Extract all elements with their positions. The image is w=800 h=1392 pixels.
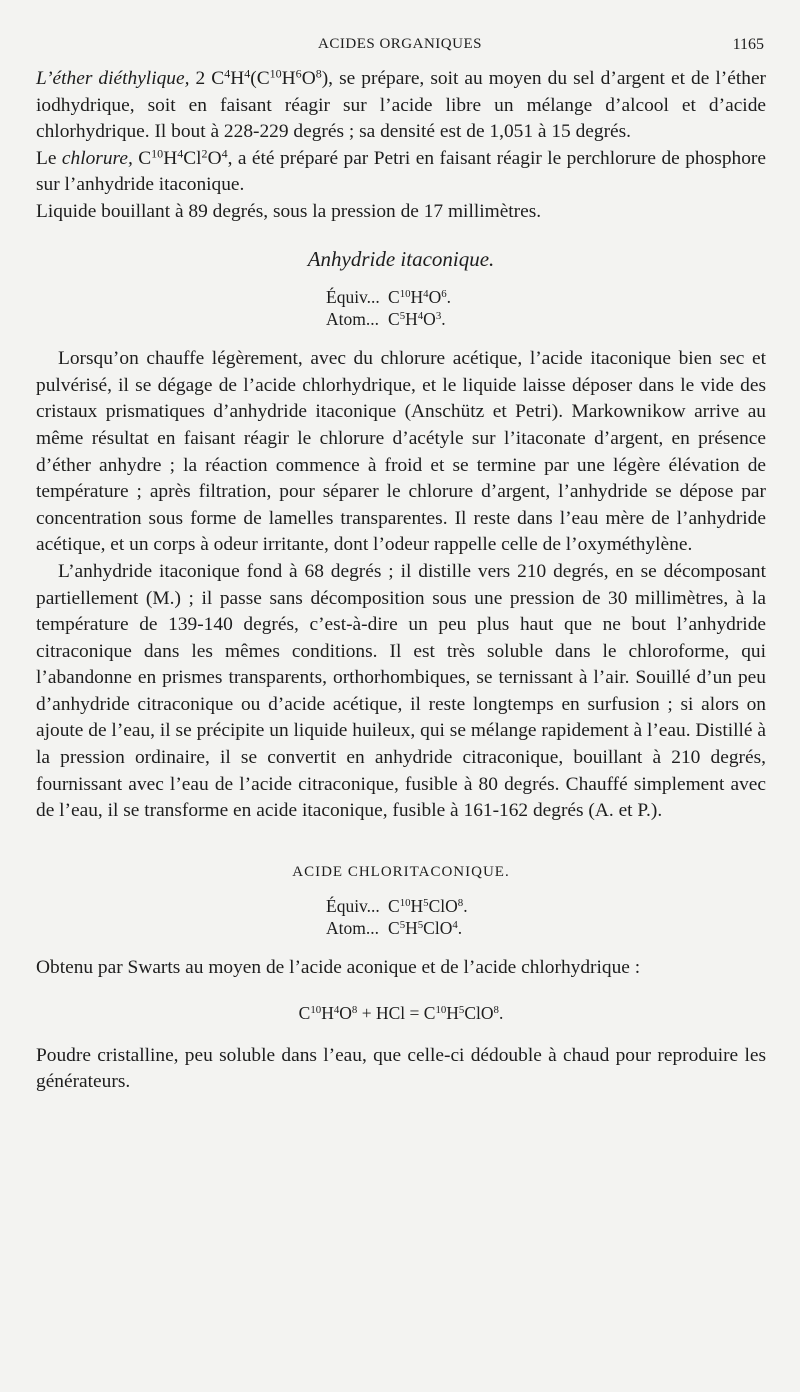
exponent: 6: [441, 288, 447, 301]
text: .: [463, 896, 468, 917]
exponent: 10: [435, 1004, 447, 1017]
text: + HCl =: [357, 1003, 424, 1024]
exponent: 5: [399, 919, 406, 932]
exponent: 10: [151, 146, 164, 161]
text: Le: [36, 147, 62, 169]
text: ClO: [423, 918, 453, 939]
formula-atom: [326, 308, 476, 330]
text: .: [457, 918, 463, 939]
exponent: 10: [269, 66, 282, 81]
exponent: 8: [351, 1004, 358, 1017]
exponent: 4: [452, 919, 458, 932]
exponent: 4: [423, 288, 429, 301]
formula-label: Équiv...: [326, 287, 380, 308]
paragraph-ether-diethylique: [36, 66, 766, 146]
text: (C: [250, 68, 270, 89]
exponent: 3: [435, 310, 442, 323]
text: C: [423, 1003, 436, 1024]
exponent: 8: [493, 1004, 499, 1017]
term-ether-diethylique: L’éther diéthylique,: [36, 68, 190, 89]
paragraph-liquide: Liquide bouillant à 89 degrés, sous la pression de 17 millimètres.: [36, 200, 542, 222]
formula-label: Atom...: [326, 309, 379, 330]
text: H: [446, 1003, 459, 1024]
text: H: [405, 918, 418, 939]
text: 2 C: [189, 68, 225, 89]
text: O: [301, 68, 316, 89]
text: C: [388, 918, 400, 939]
text: O: [339, 1003, 352, 1024]
formula-block-chloritaconique: [326, 895, 476, 939]
text: O: [207, 147, 222, 169]
exponent: 4: [177, 146, 184, 161]
running-title: ACIDES ORGANIQUES: [318, 36, 482, 52]
text: H: [281, 68, 296, 89]
exponent: 8: [457, 897, 464, 910]
text: C: [132, 147, 152, 169]
exponent: 6: [295, 66, 302, 81]
formula-label: Équiv...: [326, 896, 380, 917]
paragraph-poudre: Poudre cristalline, peu soluble dans l’eau, que celle-ci dédouble à chaud pour reproduire les générateurs.: [36, 1044, 766, 1093]
exponent: 5: [423, 897, 429, 910]
text: C: [298, 1003, 311, 1024]
text: H: [410, 896, 424, 917]
formula-block-anhydride: [326, 286, 476, 330]
exponent: 4: [333, 1004, 340, 1017]
text: .: [446, 287, 452, 308]
exponent: 4: [417, 310, 424, 323]
page-body: [36, 66, 766, 1096]
exponent: 10: [399, 288, 411, 301]
text: , a été préparé par Petri en faisant réagir le perchlorure de phosphore sur l’anhydride itaconique.: [36, 147, 766, 196]
paragraph-chlorure: [36, 146, 766, 199]
text: H: [163, 147, 178, 169]
page-header: [36, 36, 764, 60]
text: .: [441, 309, 446, 330]
text: H: [321, 1003, 334, 1024]
text: H: [410, 287, 424, 308]
formula-equiv: [326, 286, 476, 308]
text: Cl: [183, 147, 202, 169]
paragraph-obtenu: Obtenu par Swarts au moyen de l’acide aconique et de l’acide chlorhydrique :: [36, 957, 641, 979]
exponent: 4: [244, 66, 251, 81]
text: C: [388, 309, 400, 330]
exponent: 4: [221, 146, 228, 161]
text: H: [405, 309, 418, 330]
text: ClO: [428, 896, 458, 917]
section-title-acide-chloritaconique: ACIDE CHLORITACONIQUE.: [292, 863, 510, 880]
formula-equiv: [326, 895, 476, 917]
exponent: 10: [310, 1004, 322, 1017]
reaction-equation: [36, 1000, 766, 1027]
text: .: [498, 1003, 504, 1024]
exponent: 8: [315, 66, 322, 81]
exponent: 4: [224, 66, 231, 81]
text: O: [423, 309, 436, 330]
text: ClO: [464, 1003, 494, 1024]
exponent: 5: [458, 1004, 465, 1017]
text: O: [428, 287, 442, 308]
exponent: 2: [201, 146, 208, 161]
formula-atom: [326, 917, 476, 939]
text: H: [230, 68, 245, 89]
text: C: [388, 896, 400, 917]
exponent: 5: [399, 310, 406, 323]
term-chlorure: chlorure,: [61, 147, 133, 169]
text: C: [388, 287, 400, 308]
exponent: 10: [399, 897, 411, 910]
page-number: 1165: [732, 36, 764, 53]
formula-label: Atom...: [326, 918, 379, 939]
paragraph-preparation: Lorsqu’on chauffe légèrement, avec du chlorure acétique, l’acide itaconique bien sec et pulvérisé, il se dégage de l’acide chlorhydrique, et le liquide laisse déposer dans le vide des cristaux prismatiques d’anhydride itaconique (Anschütz et Petri). Markownikow arrive au même résultat en faisant réagir le chlorure d’acétyle sur l’itaconate d’argent, en présence d’éther anhydre ; la réaction commence à froid et se termine par une légère élévation de température ; après filtration, pour séparer le chlorure d’argent, l’anhydride se dépose par concentration sous forme de lamelles transparentes. Il reste dans l’eau mère de l’anhydride acétique, et un corps à odeur irritante, dont l’odeur rappelle celle de l’oxyméthylène.: [36, 348, 766, 556]
text: ), se prépare, soit au moyen du sel d’argent et de l’éther iodhydrique, soit en faisant réagir sur l’acide libre un mélange d’alcool et d’acide chlorhydrique. Il bout à 228-229 degrés ; sa densité est de 1,051 à 15 degrés.: [36, 68, 767, 143]
section-title-anhydride-itaconique: Anhydride itaconique.: [307, 246, 495, 271]
exponent: 5: [417, 919, 424, 932]
paragraph-proprietes: L’anhydride itaconique fond à 68 degrés ; il distille vers 210 degrés, en se décomposant partiellement (M.) ; il passe sans décomposition sous une pression de 30 millimètres, à la température de 139-140 degrés, c’est-à-dire un peu plus haut que ne bout l’anhydride citraconique dans les mêmes conditions. Il est très soluble dans le chloroforme, qui l’abandonne en prismes transparents, orthorhombiques, se ternissant à l’air. Souillé d’un peu d’anhydride citraconique ou d’acide acétique, il reste longtemps en surfusion ; si alors on ajoute de l’eau, il se précipite un liquide huileux, qui se mélange rapidement à l’eau. Distillé à la pression ordinaire, il se convertit en anhydride citraconique, bouillant à 210 degrés, fournissant avec l’eau de l’acide citraconique, fusible à 80 degrés. Chauffé simplement avec de l’eau, il se transforme en acide itaconique, fusible à 161-162 degrés (A. et P.).: [36, 560, 766, 822]
